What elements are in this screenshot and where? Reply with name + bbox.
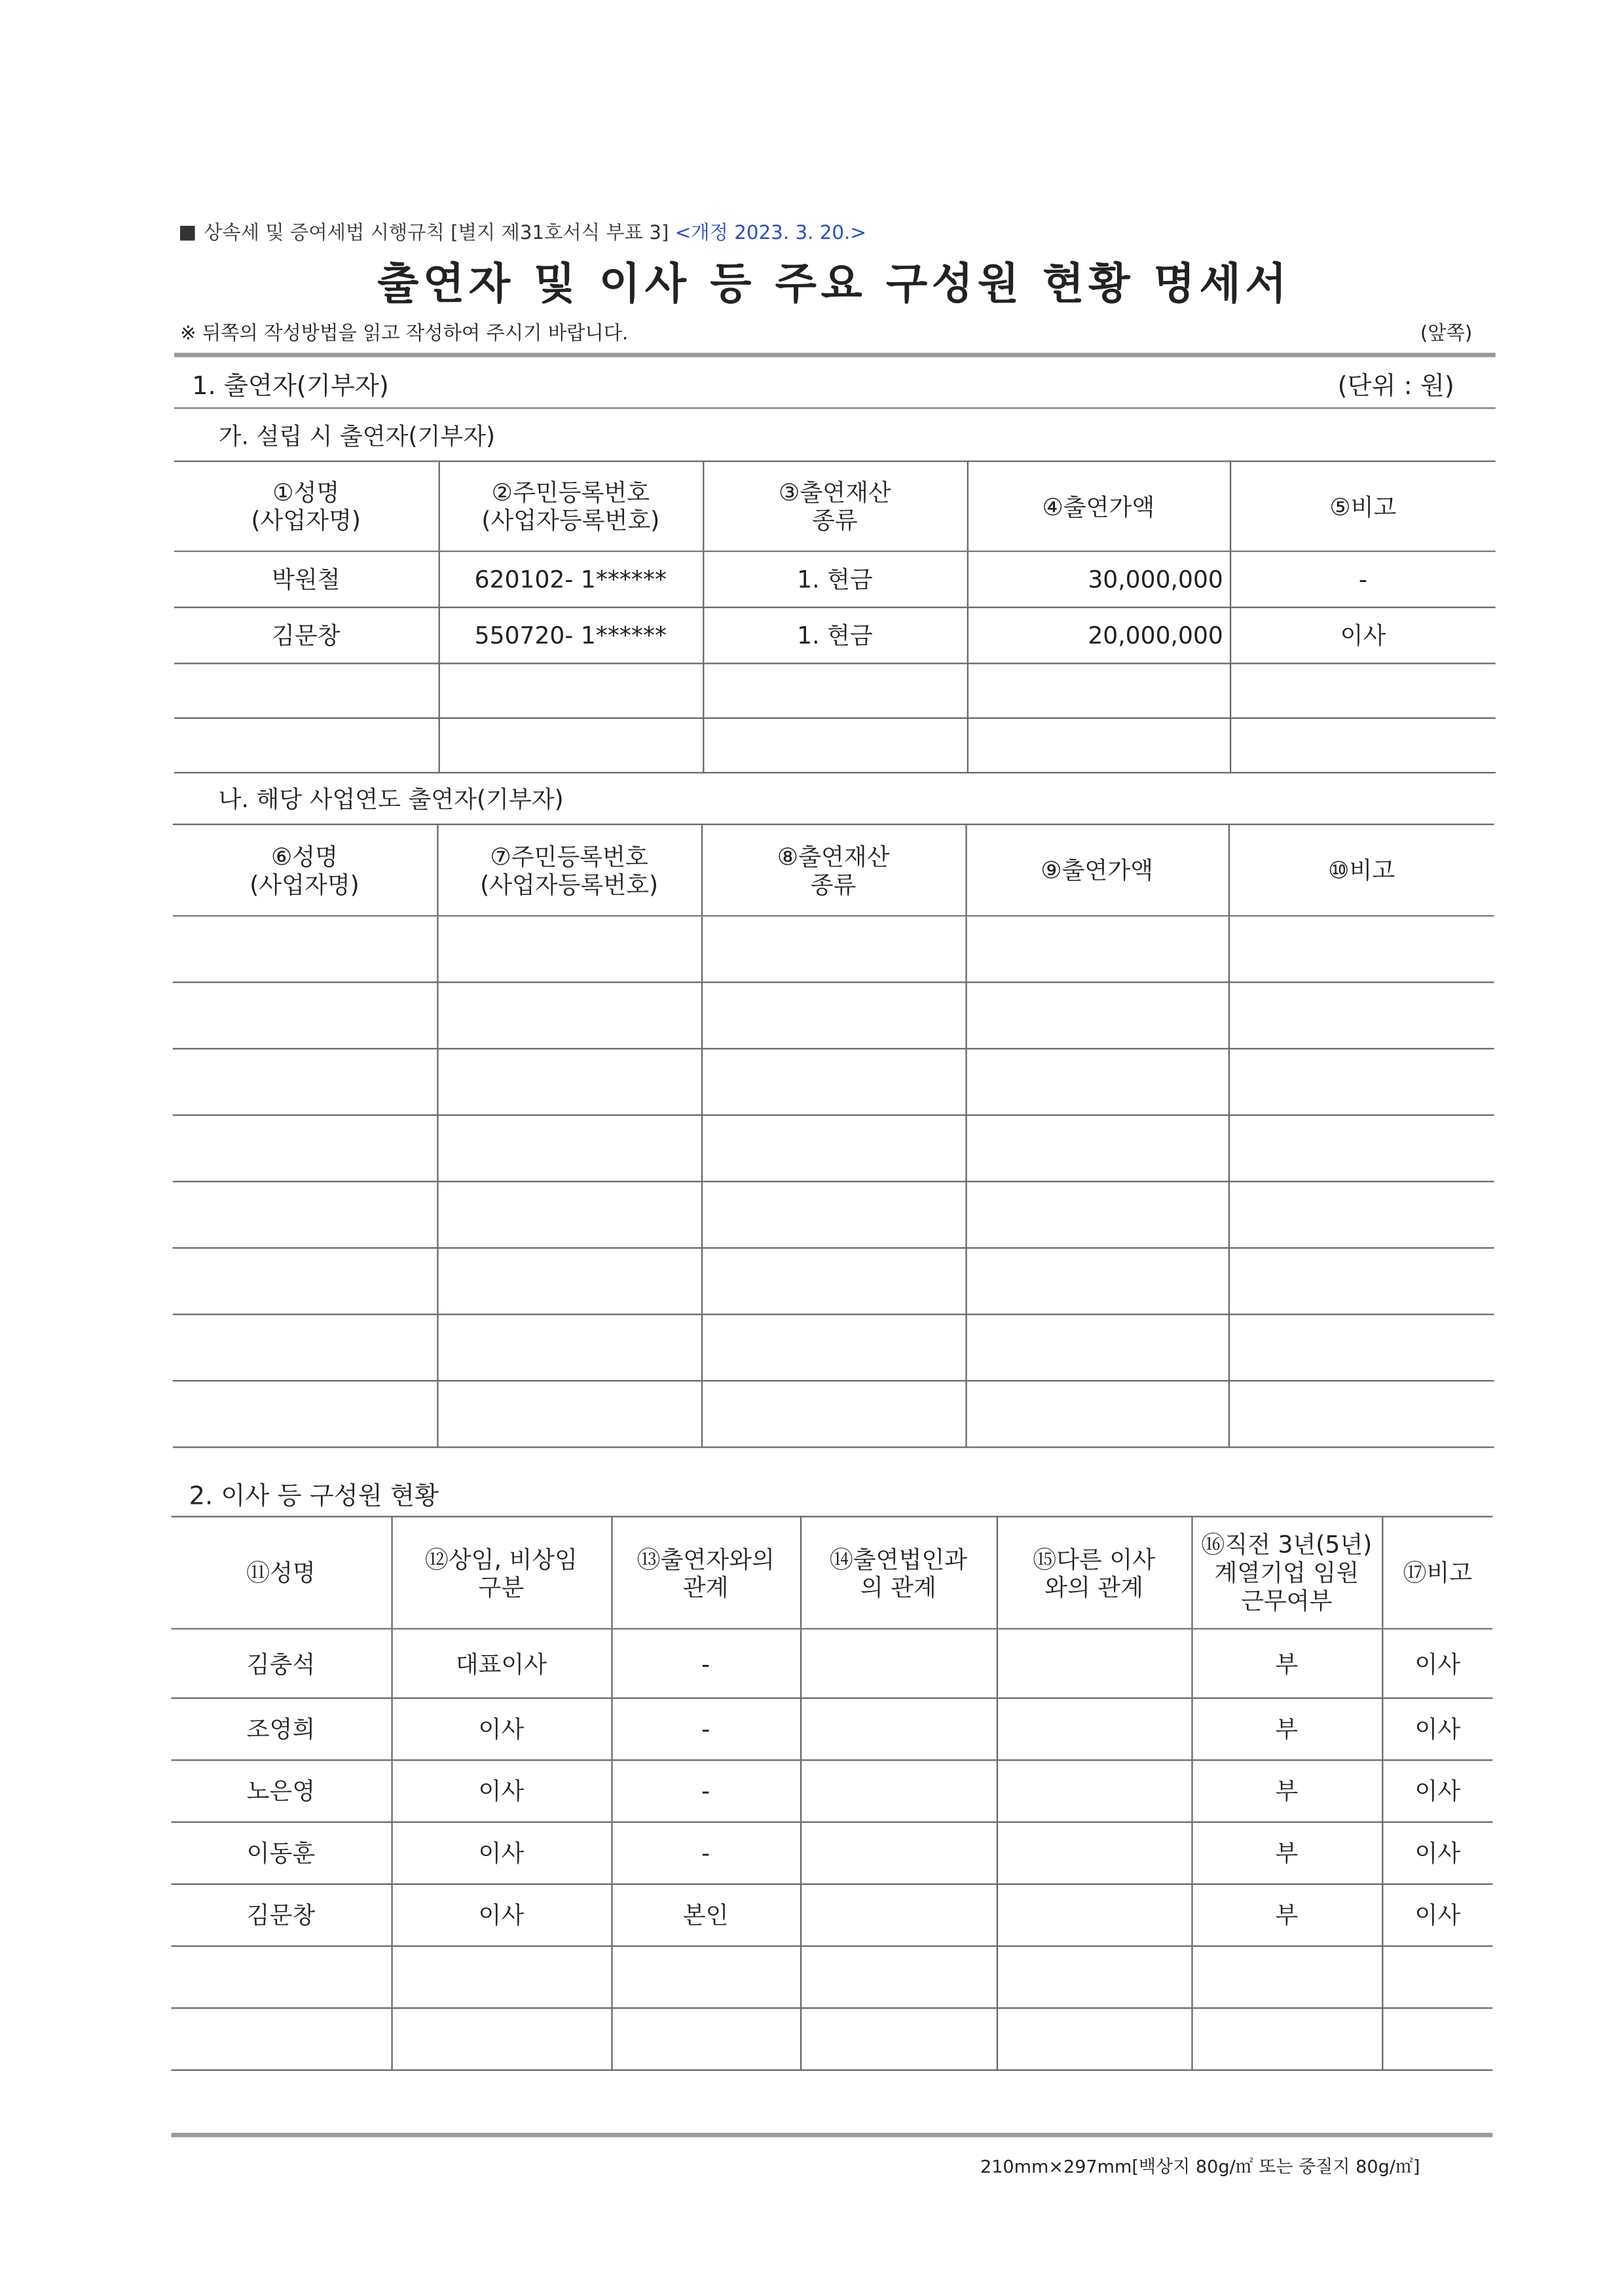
table-cell[interactable] [173, 1381, 437, 1447]
table-cell[interactable] [173, 982, 437, 1048]
table-cell[interactable]: 노은영 [172, 1760, 392, 1822]
table-cell[interactable] [965, 1115, 1228, 1181]
instruction-note: ※ 뒤쪽의 작성방법을 읽고 작성하여 주시기 바랍니다. [180, 323, 629, 346]
table-cell[interactable]: 이사 [391, 1884, 611, 1946]
table-cell[interactable] [437, 916, 701, 982]
column-header [437, 824, 701, 916]
table-cell[interactable] [965, 982, 1228, 1048]
table-cell[interactable]: 부 [1191, 1884, 1382, 1946]
table-cell[interactable]: 본인 [611, 1884, 800, 1946]
table-cell[interactable]: 1. 현금 [703, 551, 967, 608]
table-cell[interactable]: 박원철 [174, 551, 439, 608]
table-cell[interactable]: 김충석 [172, 1629, 392, 1698]
table-cell[interactable] [800, 1822, 997, 1884]
table-cell[interactable]: 30,000,000 [967, 551, 1230, 608]
table-cell[interactable] [997, 1629, 1192, 1698]
table-cell[interactable] [437, 1248, 701, 1314]
page-title: 출연자 및 이사 등 주요 구성원 현황 명세서 [377, 258, 1291, 309]
table-row [173, 916, 1494, 982]
table-row [174, 608, 1496, 664]
table-cell[interactable] [800, 1629, 997, 1698]
header-line: 계열기업 임원 [1214, 1558, 1359, 1587]
header-line: (사업자등록번호) [481, 506, 660, 535]
table-row [173, 1315, 1494, 1381]
table-row [173, 1381, 1494, 1447]
table-cell[interactable] [172, 2008, 392, 2070]
table-cell[interactable]: 이사 [391, 1698, 611, 1760]
table-row [172, 1629, 1493, 1698]
section2-title: 2. 이사 등 구성원 현황 [189, 1482, 439, 1512]
table-cell[interactable] [965, 1182, 1228, 1248]
table-row [172, 1698, 1493, 1760]
table-cell[interactable]: 20,000,000 [967, 608, 1230, 664]
column-header [703, 462, 967, 552]
table-cell[interactable]: - [611, 1698, 800, 1760]
table-cell[interactable] [997, 1884, 1192, 1946]
table-cell[interactable] [1382, 1946, 1492, 2009]
column-header [965, 824, 1228, 916]
table-cell[interactable] [701, 1182, 966, 1248]
column-header [611, 1516, 800, 1628]
table-cell[interactable] [965, 1381, 1228, 1447]
table-cell[interactable] [703, 718, 967, 773]
header-line: ⑬출연자와의 [637, 1544, 775, 1573]
table-cell[interactable] [965, 1248, 1228, 1314]
table-cell[interactable] [173, 916, 437, 982]
header-line: ⑤비고 [1329, 492, 1397, 520]
table-cell[interactable] [701, 1248, 966, 1314]
table-cell[interactable] [800, 1946, 997, 2009]
table-cell[interactable]: 부 [1191, 1822, 1382, 1884]
divider [174, 353, 1496, 357]
table-row [172, 1884, 1493, 1946]
column-header [701, 824, 966, 916]
table-cell[interactable] [800, 2008, 997, 2070]
table-cell[interactable]: 이사 [391, 1822, 611, 1884]
table-cell[interactable] [437, 1381, 701, 1447]
table-cell[interactable] [1191, 2008, 1382, 2070]
table-cell[interactable] [965, 1049, 1228, 1115]
table-cell[interactable] [965, 1315, 1228, 1381]
header-line: ⑭출연법인과 [829, 1544, 968, 1573]
table-cell[interactable] [174, 663, 439, 718]
divider [172, 2133, 1493, 2138]
reference-text: 상속세 및 증여세법 시행규칙 [별지 제31호서식 부표 3] [204, 223, 669, 246]
unit-label: (단위 : 원) [1337, 372, 1454, 402]
table-cell[interactable] [1228, 982, 1494, 1048]
table-cell[interactable]: - [611, 1760, 800, 1822]
header-line: 관계 [682, 1573, 729, 1601]
table-cell[interactable] [174, 718, 439, 773]
table-cell[interactable] [1228, 1381, 1494, 1447]
table-cell[interactable] [437, 1115, 701, 1181]
header-line: 의 관계 [860, 1573, 936, 1601]
table-cell[interactable] [1382, 2008, 1492, 2070]
column-header [173, 824, 437, 916]
table-row [173, 1115, 1494, 1181]
header-line: 종류 [810, 870, 857, 898]
column-header [967, 462, 1230, 552]
column-header [1230, 462, 1496, 552]
table-cell[interactable] [800, 1760, 997, 1822]
table-cell[interactable] [437, 982, 701, 1048]
header-row [174, 462, 1496, 552]
table-cell[interactable]: 김문창 [174, 608, 439, 664]
header-line: ⑦주민등록번호 [490, 842, 648, 871]
table-cell[interactable] [173, 1049, 437, 1115]
table-cell[interactable] [703, 663, 967, 718]
table-cell[interactable]: 부 [1191, 1698, 1382, 1760]
table-cell[interactable] [437, 1315, 701, 1381]
table-cell[interactable]: - [611, 1629, 800, 1698]
current-year-contributors-table [173, 824, 1494, 1448]
header-line: (사업자명) [249, 870, 360, 898]
table-cell[interactable]: 이사 [1382, 1822, 1492, 1884]
page-side: (앞쪽) [1420, 323, 1473, 346]
header-line: 근무여부 [1241, 1586, 1333, 1615]
header-row [173, 824, 1494, 916]
table-cell[interactable] [701, 916, 966, 982]
section1-title: 1. 출연자(기부자) [192, 372, 389, 402]
table-cell[interactable] [437, 1182, 701, 1248]
table-cell[interactable] [173, 1248, 437, 1314]
table-cell[interactable] [701, 1115, 966, 1181]
table-cell[interactable] [611, 1946, 800, 2009]
table-row [174, 663, 1496, 718]
header-line: ⑮다른 이사 [1033, 1544, 1156, 1573]
column-header [174, 462, 439, 552]
header-line: ③출연재산 [779, 478, 891, 507]
table-cell[interactable] [173, 1182, 437, 1248]
table-cell[interactable]: - [611, 1822, 800, 1884]
column-header [800, 1516, 997, 1628]
table-cell[interactable]: - [1230, 551, 1496, 608]
table-cell[interactable] [997, 1946, 1192, 2009]
table-row [172, 1822, 1493, 1884]
table-row [173, 1248, 1494, 1314]
table-cell[interactable] [391, 1946, 611, 2009]
paper-spec: 210mm×297mm[백상지 80g/㎡ 또는 중질지 80g/㎡] [980, 2156, 1420, 2178]
table-cell[interactable] [701, 1381, 966, 1447]
table-cell[interactable]: 이사 [1230, 608, 1496, 664]
table-cell[interactable] [701, 982, 966, 1048]
table-cell[interactable]: 이사 [1382, 1884, 1492, 1946]
table-cell[interactable] [1228, 916, 1494, 982]
header-line: ②주민등록번호 [491, 478, 650, 507]
table-cell[interactable] [800, 1698, 997, 1760]
header-line: ⑰비고 [1403, 1558, 1473, 1587]
table-cell[interactable] [997, 1698, 1192, 1760]
table-cell[interactable] [967, 718, 1230, 773]
table-cell[interactable] [967, 663, 1230, 718]
header-line: ⑪성명 [246, 1558, 316, 1587]
table-cell[interactable] [173, 1115, 437, 1181]
table-row [173, 982, 1494, 1048]
revision-date: <개정 2023. 3. 20.> [674, 223, 866, 246]
table-row [173, 1182, 1494, 1248]
table-cell[interactable]: 조영희 [172, 1698, 392, 1760]
table-cell[interactable]: 이사 [1382, 1760, 1492, 1822]
header-line: ⑥성명 [270, 842, 338, 871]
table-cell[interactable] [439, 663, 703, 718]
table-cell[interactable] [1228, 1049, 1494, 1115]
table-cell[interactable]: 550720- 1****** [439, 608, 703, 664]
table-cell[interactable]: 이사 [1382, 1629, 1492, 1698]
header-line: ⑨출연가액 [1041, 856, 1153, 884]
table-row [174, 718, 1496, 773]
table-cell[interactable] [437, 1049, 701, 1115]
table-cell[interactable]: 부 [1191, 1760, 1382, 1822]
directors-table [172, 1516, 1493, 2071]
form-reference [180, 217, 866, 245]
column-header [1382, 1516, 1492, 1628]
header-line: (사업자등록번호) [480, 870, 659, 898]
header-line: 와의 관계 [1044, 1573, 1144, 1601]
header-row [172, 1516, 1493, 1628]
table-cell[interactable] [391, 2008, 611, 2070]
column-header [1228, 824, 1494, 916]
table-cell[interactable] [1228, 1115, 1494, 1181]
header-line: ⑫상임, 비상임 [424, 1544, 578, 1573]
header-line: ①성명 [272, 478, 340, 507]
table-cell[interactable]: 이사 [391, 1760, 611, 1822]
column-header [1191, 1516, 1382, 1628]
table-row [173, 1049, 1494, 1115]
table-cell[interactable] [997, 1822, 1192, 1884]
table-cell[interactable] [997, 2008, 1192, 2070]
table-cell[interactable]: 이사 [1382, 1698, 1492, 1760]
table-cell[interactable] [1191, 1946, 1382, 2009]
table-row [172, 2008, 1493, 2070]
header-line: (사업자명) [251, 506, 361, 535]
table-row [174, 551, 1496, 608]
column-header [439, 462, 703, 552]
table-cell[interactable] [1228, 1315, 1494, 1381]
section1b-title: 나. 해당 사업연도 출연자(기부자) [218, 785, 564, 814]
table-cell[interactable] [439, 718, 703, 773]
table-cell[interactable] [172, 1946, 392, 2009]
table-cell[interactable] [1228, 1248, 1494, 1314]
header-line: ④출연가액 [1042, 492, 1155, 520]
column-header [391, 1516, 611, 1628]
table-cell[interactable] [965, 916, 1228, 982]
table-cell[interactable]: 이동훈 [172, 1822, 392, 1884]
table-cell[interactable] [173, 1315, 437, 1381]
divider [174, 407, 1496, 409]
table-cell[interactable]: 620102- 1****** [439, 551, 703, 608]
table-cell[interactable] [800, 1884, 997, 1946]
table-cell[interactable] [1230, 663, 1496, 718]
table-cell[interactable] [701, 1049, 966, 1115]
column-header [997, 1516, 1192, 1628]
section1a-title: 가. 설립 시 출연자(기부자) [218, 422, 496, 450]
table-cell[interactable] [997, 1760, 1192, 1822]
header-line: ⑩비고 [1328, 856, 1395, 884]
table-cell[interactable]: 1. 현금 [703, 608, 967, 664]
column-header [172, 1516, 392, 1628]
founding-contributors-table [174, 460, 1496, 773]
header-line: ⑯직전 3년(5년) [1201, 1530, 1373, 1559]
header-line: 종류 [812, 506, 858, 535]
table-row [172, 1946, 1493, 2009]
table-cell[interactable]: 부 [1191, 1629, 1382, 1698]
table-cell[interactable] [1230, 718, 1496, 773]
table-cell[interactable]: 김문창 [172, 1884, 392, 1946]
header-line: 구분 [478, 1573, 525, 1601]
table-row [172, 1760, 1493, 1822]
square-bullet-icon [180, 226, 195, 241]
table-cell[interactable]: 대표이사 [391, 1629, 611, 1698]
table-cell[interactable] [1228, 1182, 1494, 1248]
table-cell[interactable] [701, 1315, 966, 1381]
table-cell[interactable] [611, 2008, 800, 2070]
header-line: ⑧출연재산 [777, 842, 890, 871]
